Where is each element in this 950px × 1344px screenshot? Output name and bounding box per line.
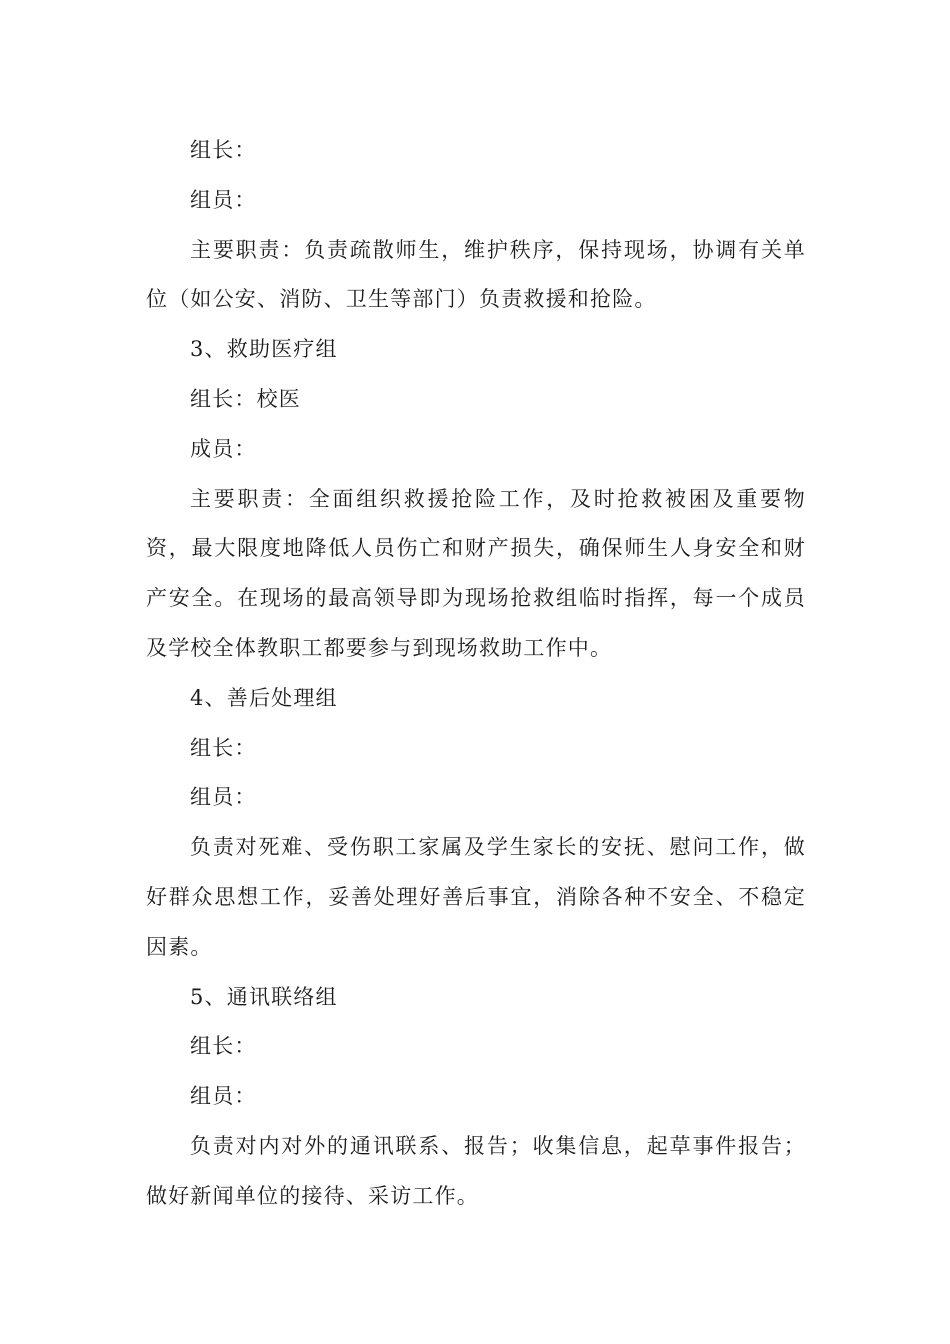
paragraph-medical-leader: 组长：校医	[190, 386, 301, 411]
paragraph-main-duties: 主要职责：负责疏散师生，维护秩序，保持现场，协调有关单位（如公安、消防、卫生等部门）负责救援和抢险。	[146, 237, 806, 312]
paragraph-communications-members: 组员：	[190, 1084, 257, 1109]
section-heading-communications: 5、通讯联络组	[190, 984, 338, 1009]
paragraph-aftermath-leader: 组长：	[190, 735, 257, 760]
paragraph-communications-duties: 负责对内对外的通讯联系、报告；收集信息，起草事件报告；做好新闻单位的接待、采访工作。	[146, 1133, 806, 1208]
paragraph-group-members: 组员：	[190, 187, 257, 212]
document-body	[146, 126, 806, 1222]
paragraph-group-leader: 组长：	[190, 138, 257, 162]
paragraph-aftermath-duties: 负责对死难、受伤职工家属及学生家长的安抚、慰问工作，做好群众思想工作，妥善处理好善后事宜，消除各种不安全、不稳定因素。	[146, 835, 806, 959]
section-heading-medical-rescue: 3、救助医疗组	[190, 337, 338, 362]
paragraph-medical-members: 成员：	[190, 436, 257, 461]
paragraph-aftermath-members: 组员：	[190, 785, 257, 810]
paragraph-medical-duties: 主要职责：全面组织救援抢险工作，及时抢救被困及重要物资，最大限度地降低人员伤亡和财产损失，确保师生人身安全和财产安全。在现场的最高领导即为现场抢救组临时指挥，每一个成员及学校全体教职工都要参与到现场救助工作中。	[146, 486, 806, 660]
section-heading-aftermath: 4、善后处理组	[190, 685, 338, 710]
paragraph-communications-leader: 组长：	[190, 1034, 257, 1059]
